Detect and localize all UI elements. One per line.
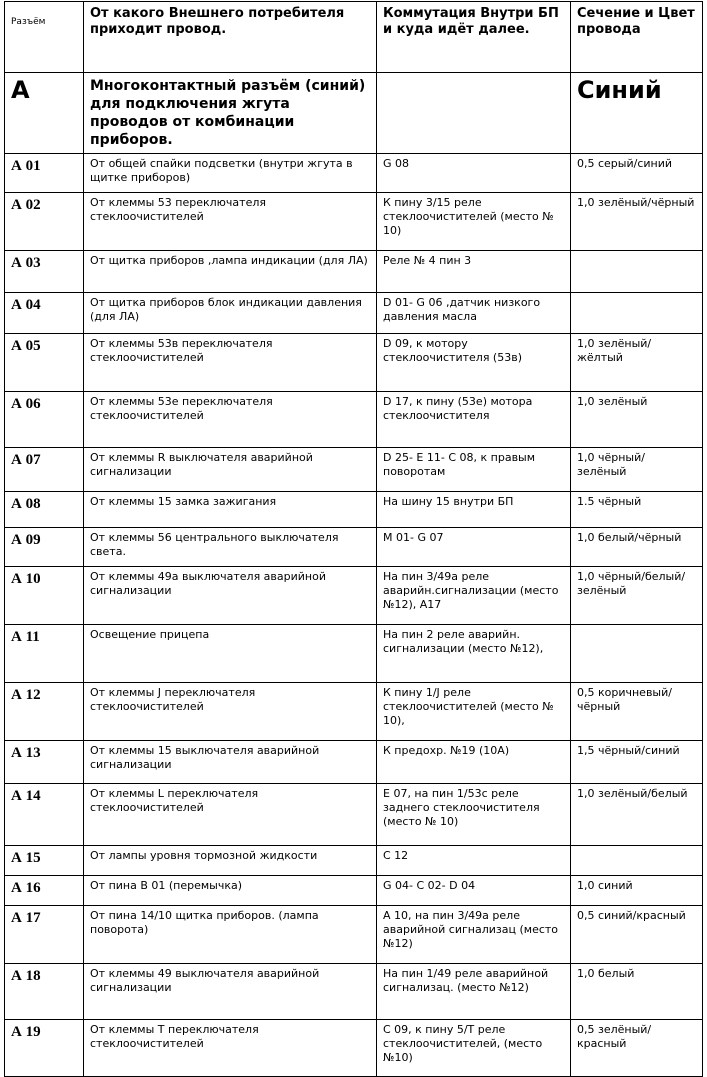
- source-cell: От клеммы R выключателя аварийной сигнализации: [84, 448, 377, 492]
- table-row: [5, 251, 703, 293]
- table-row: [5, 448, 703, 492]
- route-cell: Реле № 4 пин 3: [377, 251, 571, 293]
- wire-cell: 1,0 чёрный/белый/ зелёный: [571, 567, 703, 625]
- route-cell: G 08: [377, 154, 571, 193]
- source-cell: От клеммы 15 выключателя аварийной сигнализации: [84, 741, 377, 784]
- section-letter: А: [5, 73, 84, 154]
- pin-cell: А 02: [5, 193, 84, 251]
- wire-cell: 1,0 зелёный/белый: [571, 784, 703, 846]
- source-cell: От клеммы J переключателя стеклоочистителей: [84, 683, 377, 741]
- header-route: Коммутация Внутри БП и куда идёт далее.: [377, 2, 571, 73]
- pin-cell: А 11: [5, 625, 84, 683]
- route-cell: К предохр. №19 (10А): [377, 741, 571, 784]
- pin-cell: А 16: [5, 876, 84, 906]
- wire-cell: 1,5 чёрный/синий: [571, 741, 703, 784]
- route-cell: С 12: [377, 846, 571, 876]
- table-row: [5, 784, 703, 846]
- pin-cell: А 01: [5, 154, 84, 193]
- wire-cell: 1,0 зелёный: [571, 392, 703, 448]
- table-row: [5, 741, 703, 784]
- source-cell: От клеммы 56 центрального выключателя света.: [84, 528, 377, 567]
- wire-cell: 1.5 чёрный: [571, 492, 703, 528]
- wire-cell: 1,0 белый/чёрный: [571, 528, 703, 567]
- route-cell: На пин 2 реле аварийн. сигнализации (место №12),: [377, 625, 571, 683]
- wire-cell: 0,5 зелёный/ красный: [571, 1020, 703, 1077]
- source-cell: От клеммы 49а выключателя аварийной сигнализации: [84, 567, 377, 625]
- header-source: От какого Внешнего потребителя приходит провод.: [84, 2, 377, 73]
- wire-cell: 0,5 синий/красный: [571, 906, 703, 964]
- source-cell: От клеммы 53 переключателя стеклоочистителей: [84, 193, 377, 251]
- route-cell: М 01- G 07: [377, 528, 571, 567]
- wire-cell: [571, 846, 703, 876]
- wire-cell: [571, 625, 703, 683]
- source-cell: От клеммы 53е переключателя стеклоочистителей: [84, 392, 377, 448]
- pin-cell: А 04: [5, 293, 84, 334]
- pin-cell: А 18: [5, 964, 84, 1020]
- table-row: [5, 846, 703, 876]
- wire-cell: 0,5 серый/синий: [571, 154, 703, 193]
- wire-cell: 1,0 зелёный/жёлтый: [571, 334, 703, 392]
- route-cell: А 10, на пин 3/49а реле аварийной сигнализац (место №12): [377, 906, 571, 964]
- wiring-table: [4, 1, 703, 1077]
- section-row: [5, 73, 703, 154]
- pin-cell: А 10: [5, 567, 84, 625]
- route-cell: На шину 15 внутри БП: [377, 492, 571, 528]
- route-cell: Е 07, на пин 1/53с реле заднего стеклоочистителя (место № 10): [377, 784, 571, 846]
- source-cell: От общей спайки подсветки (внутри жгута в щитке приборов): [84, 154, 377, 193]
- route-cell: D 25- Е 11- С 08, к правым поворотам: [377, 448, 571, 492]
- wire-cell: [571, 293, 703, 334]
- section-title: Многоконтактный разъём (синий) для подключения жгута проводов от комбинации приборов.: [84, 73, 377, 154]
- table-row: [5, 964, 703, 1020]
- source-cell: От щитка приборов блок индикации давления (для ЛА): [84, 293, 377, 334]
- route-cell: D 01- G 06 ,датчик низкого давления масла: [377, 293, 571, 334]
- route-cell: С 09, к пину 5/Т реле стеклоочистителей, (место №10): [377, 1020, 571, 1077]
- source-cell: От клеммы Т переключателя стеклоочистителей: [84, 1020, 377, 1077]
- wire-cell: 1,0 чёрный/ зелёный: [571, 448, 703, 492]
- table-row: [5, 567, 703, 625]
- source-cell: От клеммы 15 замка зажигания: [84, 492, 377, 528]
- wire-cell: [571, 251, 703, 293]
- route-cell: К пину 3/15 реле стеклоочистителей (место № 10): [377, 193, 571, 251]
- section-color: Синий: [571, 73, 703, 154]
- table-row: [5, 392, 703, 448]
- header-connector: Разъём: [5, 2, 84, 73]
- source-cell: От клеммы L переключателя стеклоочистителей: [84, 784, 377, 846]
- table-row: [5, 492, 703, 528]
- pin-cell: А 07: [5, 448, 84, 492]
- route-cell: D 09, к мотору стеклоочистителя (53в): [377, 334, 571, 392]
- table-row: [5, 625, 703, 683]
- pin-cell: А 19: [5, 1020, 84, 1077]
- table-row: [5, 1020, 703, 1077]
- table-row: [5, 528, 703, 567]
- source-cell: От щитка приборов ,лампа индикации (для ЛА): [84, 251, 377, 293]
- pin-cell: А 09: [5, 528, 84, 567]
- route-cell: D 17, к пину (53е) мотора стеклоочистителя: [377, 392, 571, 448]
- wire-cell: 0,5 коричневый/ чёрный: [571, 683, 703, 741]
- wire-cell: 1,0 зелёный/чёрный: [571, 193, 703, 251]
- route-cell: На пин 3/49а реле аварийн.сигнализации (место №12), А17: [377, 567, 571, 625]
- wire-cell: 1,0 белый: [571, 964, 703, 1020]
- table-row: [5, 906, 703, 964]
- pin-cell: А 17: [5, 906, 84, 964]
- pin-cell: А 15: [5, 846, 84, 876]
- wire-cell: 1,0 синий: [571, 876, 703, 906]
- table-row: [5, 876, 703, 906]
- section-route-empty: [377, 73, 571, 154]
- table-row: [5, 154, 703, 193]
- pin-cell: А 06: [5, 392, 84, 448]
- source-cell: От пина 14/10 щитка приборов. (лампа поворота): [84, 906, 377, 964]
- source-cell: От лампы уровня тормозной жидкости: [84, 846, 377, 876]
- source-cell: Освещение прицепа: [84, 625, 377, 683]
- table-row: [5, 293, 703, 334]
- pin-cell: А 08: [5, 492, 84, 528]
- header-row: [5, 2, 703, 73]
- source-cell: От пина В 01 (перемычка): [84, 876, 377, 906]
- pin-cell: А 14: [5, 784, 84, 846]
- pin-cell: А 12: [5, 683, 84, 741]
- table-row: [5, 334, 703, 392]
- pin-cell: А 03: [5, 251, 84, 293]
- pin-cell: А 13: [5, 741, 84, 784]
- table-row: [5, 193, 703, 251]
- route-cell: К пину 1/J реле стеклоочистителей (место № 10),: [377, 683, 571, 741]
- source-cell: От клеммы 53в переключателя стеклоочистителей: [84, 334, 377, 392]
- source-cell: От клеммы 49 выключателя аварийной сигнализации: [84, 964, 377, 1020]
- header-wire: Сечение и Цвет провода: [571, 2, 703, 73]
- route-cell: На пин 1/49 реле аварийной сигнализац. (место №12): [377, 964, 571, 1020]
- route-cell: G 04- С 02- D 04: [377, 876, 571, 906]
- table-row: [5, 683, 703, 741]
- pin-cell: А 05: [5, 334, 84, 392]
